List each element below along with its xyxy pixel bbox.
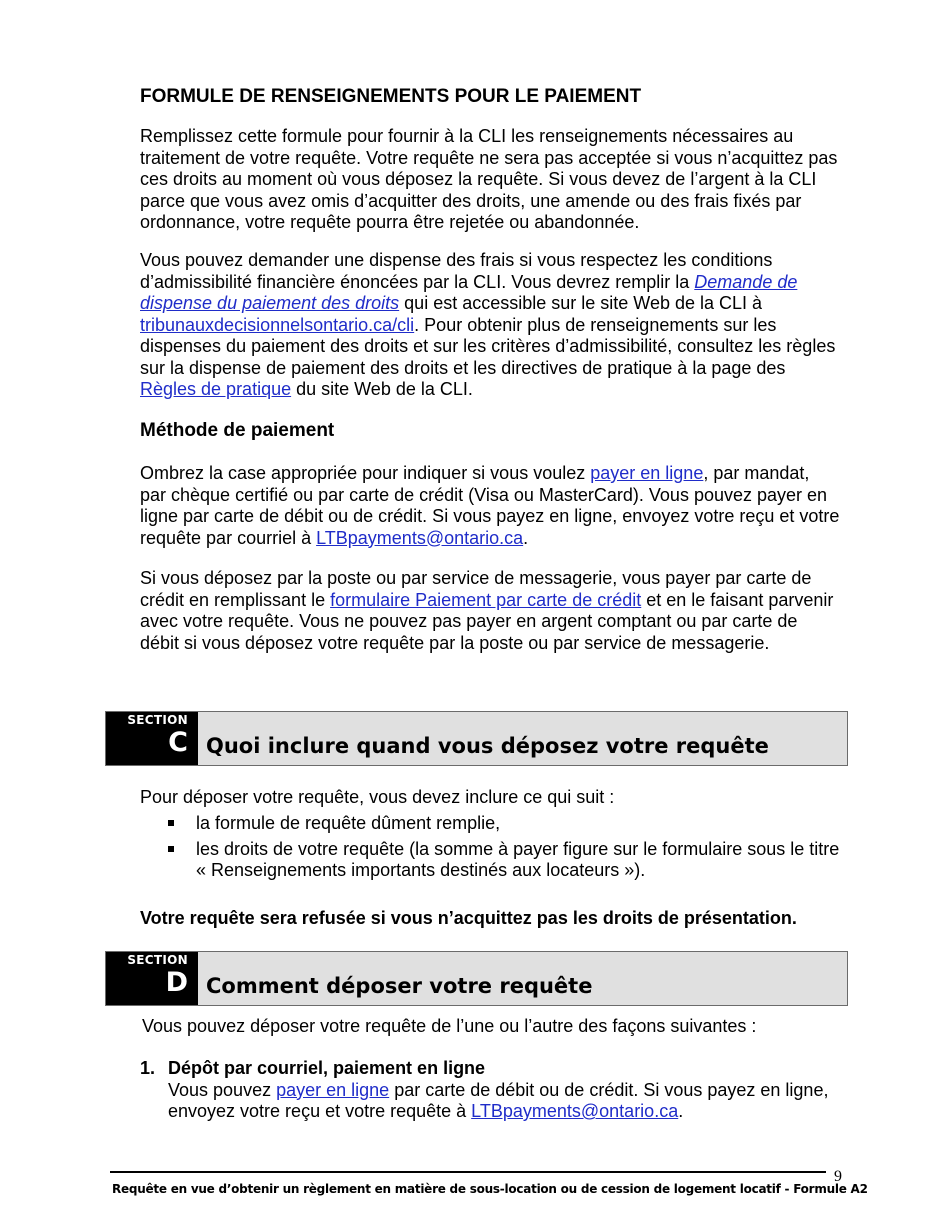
bullet-marker bbox=[168, 846, 174, 852]
rules-of-practice-link[interactable]: Règles de pratique bbox=[140, 379, 292, 399]
filing-option-number: 1. bbox=[140, 1058, 156, 1078]
footer-divider bbox=[110, 1171, 826, 1173]
section-d-letter: D bbox=[165, 967, 188, 998]
fee-waiver-paragraph: Vous pouvez demander une dispense des frais si vous respectez les conditions d’admissibilité financière énoncées par la CLI. Vous devrez remplir la Demande de dispense du paiement des droits qui est accessible sur le site Web de la CLI à tribunauxdecisionnelsontario.ca/cli. Pour obtenir plus de renseignements sur les dispenses du paiement des droits et sur les critères d’admissibilité, consultez les règles sur la dispense de paiement des droits et les directives de pratique à la page des Règles de pratique du site Web de la CLI. bbox=[140, 250, 836, 399]
section-c-intro: Pour déposer votre requête, vous devez inclure ce qui suit : bbox=[140, 787, 615, 807]
ltb-website-link[interactable]: tribunauxdecisionnelsontario.ca/cli bbox=[140, 314, 415, 335]
payment-method-heading: Méthode de paiement bbox=[140, 420, 335, 441]
bullet-marker bbox=[168, 820, 174, 826]
fee-waiver-request-link[interactable]: Demande de dispense du paiement des droits bbox=[140, 271, 798, 313]
footer-form-title: Requête en vue d’obtenir un règlement en matière de sous-location ou de cession de logement locatif - Formule A2 bbox=[112, 1182, 868, 1196]
list-item: les droits de votre requête (la somme à payer figure sur le formulaire sous le titre « Renseignements importants destinés aux locateurs »). bbox=[140, 839, 840, 882]
section-c-letter: C bbox=[168, 727, 188, 758]
section-d-title: Comment déposer votre requête bbox=[206, 974, 593, 998]
section-c-word: SECTION bbox=[127, 713, 188, 727]
filing-option-description: Vous pouvez payer en ligne par carte de débit ou de crédit. Si vous payez en ligne, envoyez votre reçu et votre requête à LTBpayments@ontario.ca. bbox=[168, 1079, 829, 1121]
payment-intro-paragraph: Remplissez cette formule pour fournir à la CLI les renseignements nécessaires au traitement de votre requête. Votre requête ne sera pas acceptée si vous n’acquittez pas ces droits au moment où vous déposez la requête. Si vous devez de l’argent à la CLI parce que vous avez omis d’acquitter des droits, une amende ou des frais fixés par ordonnance, votre requête pourra être rejetée ou abandonnée. bbox=[140, 126, 838, 232]
mail-payment-paragraph: Si vous déposez par la poste ou par service de messagerie, vous payer par carte de crédit en remplissant le formulaire Paiement par carte de crédit et en le faisant parvenir avec votre requête. Vous ne pouvez pas payer en argent comptant ou par carte de débit si vous déposez votre requête par la poste ou par service de messagerie. bbox=[140, 568, 834, 653]
payment-method-paragraph: Ombrez la case appropriée pour indiquer si vous voulez payer en ligne, par mandat, par chèque certifié ou par carte de crédit (Visa ou MasterCard). Vous pouvez payer en ligne par carte de débit ou de crédit. Si vous payez en ligne, envoyez votre reçu et votre requête par courriel à LTBpayments@ontario.ca. bbox=[140, 463, 840, 548]
section-d-word: SECTION bbox=[127, 953, 188, 967]
section-c-warning: Votre requête sera refusée si vous n’acquittez pas les droits de présentation. bbox=[140, 908, 797, 928]
section-d-header bbox=[105, 951, 848, 1006]
section-d-intro: Vous pouvez déposer votre requête de l’une ou l’autre des façons suivantes : bbox=[142, 1016, 757, 1036]
filing-option-title: Dépôt par courriel, paiement en ligne bbox=[168, 1058, 486, 1078]
ltb-payments-email-link-2[interactable]: LTBpayments@ontario.ca bbox=[471, 1101, 679, 1121]
section-c-header bbox=[105, 711, 848, 766]
section-c-list bbox=[140, 813, 840, 886]
credit-card-form-link[interactable]: formulaire Paiement par carte de crédit bbox=[330, 589, 642, 610]
pay-online-link[interactable]: payer en ligne bbox=[590, 463, 704, 483]
filing-option-email bbox=[140, 1058, 840, 1123]
pay-online-link-2[interactable]: payer en ligne bbox=[276, 1079, 390, 1100]
section-c-label-box bbox=[106, 712, 198, 765]
section-c-title: Quoi inclure quand vous déposez votre requête bbox=[206, 734, 769, 758]
ltb-payments-email-link[interactable]: LTBpayments@ontario.ca bbox=[316, 527, 524, 548]
section-d-label-box bbox=[106, 952, 198, 1005]
list-item: la formule de requête dûment remplie, bbox=[140, 813, 840, 835]
payment-form-title: FORMULE DE RENSEIGNEMENTS POUR LE PAIEMENT bbox=[140, 86, 642, 107]
page-number: 9 bbox=[834, 1168, 842, 1185]
